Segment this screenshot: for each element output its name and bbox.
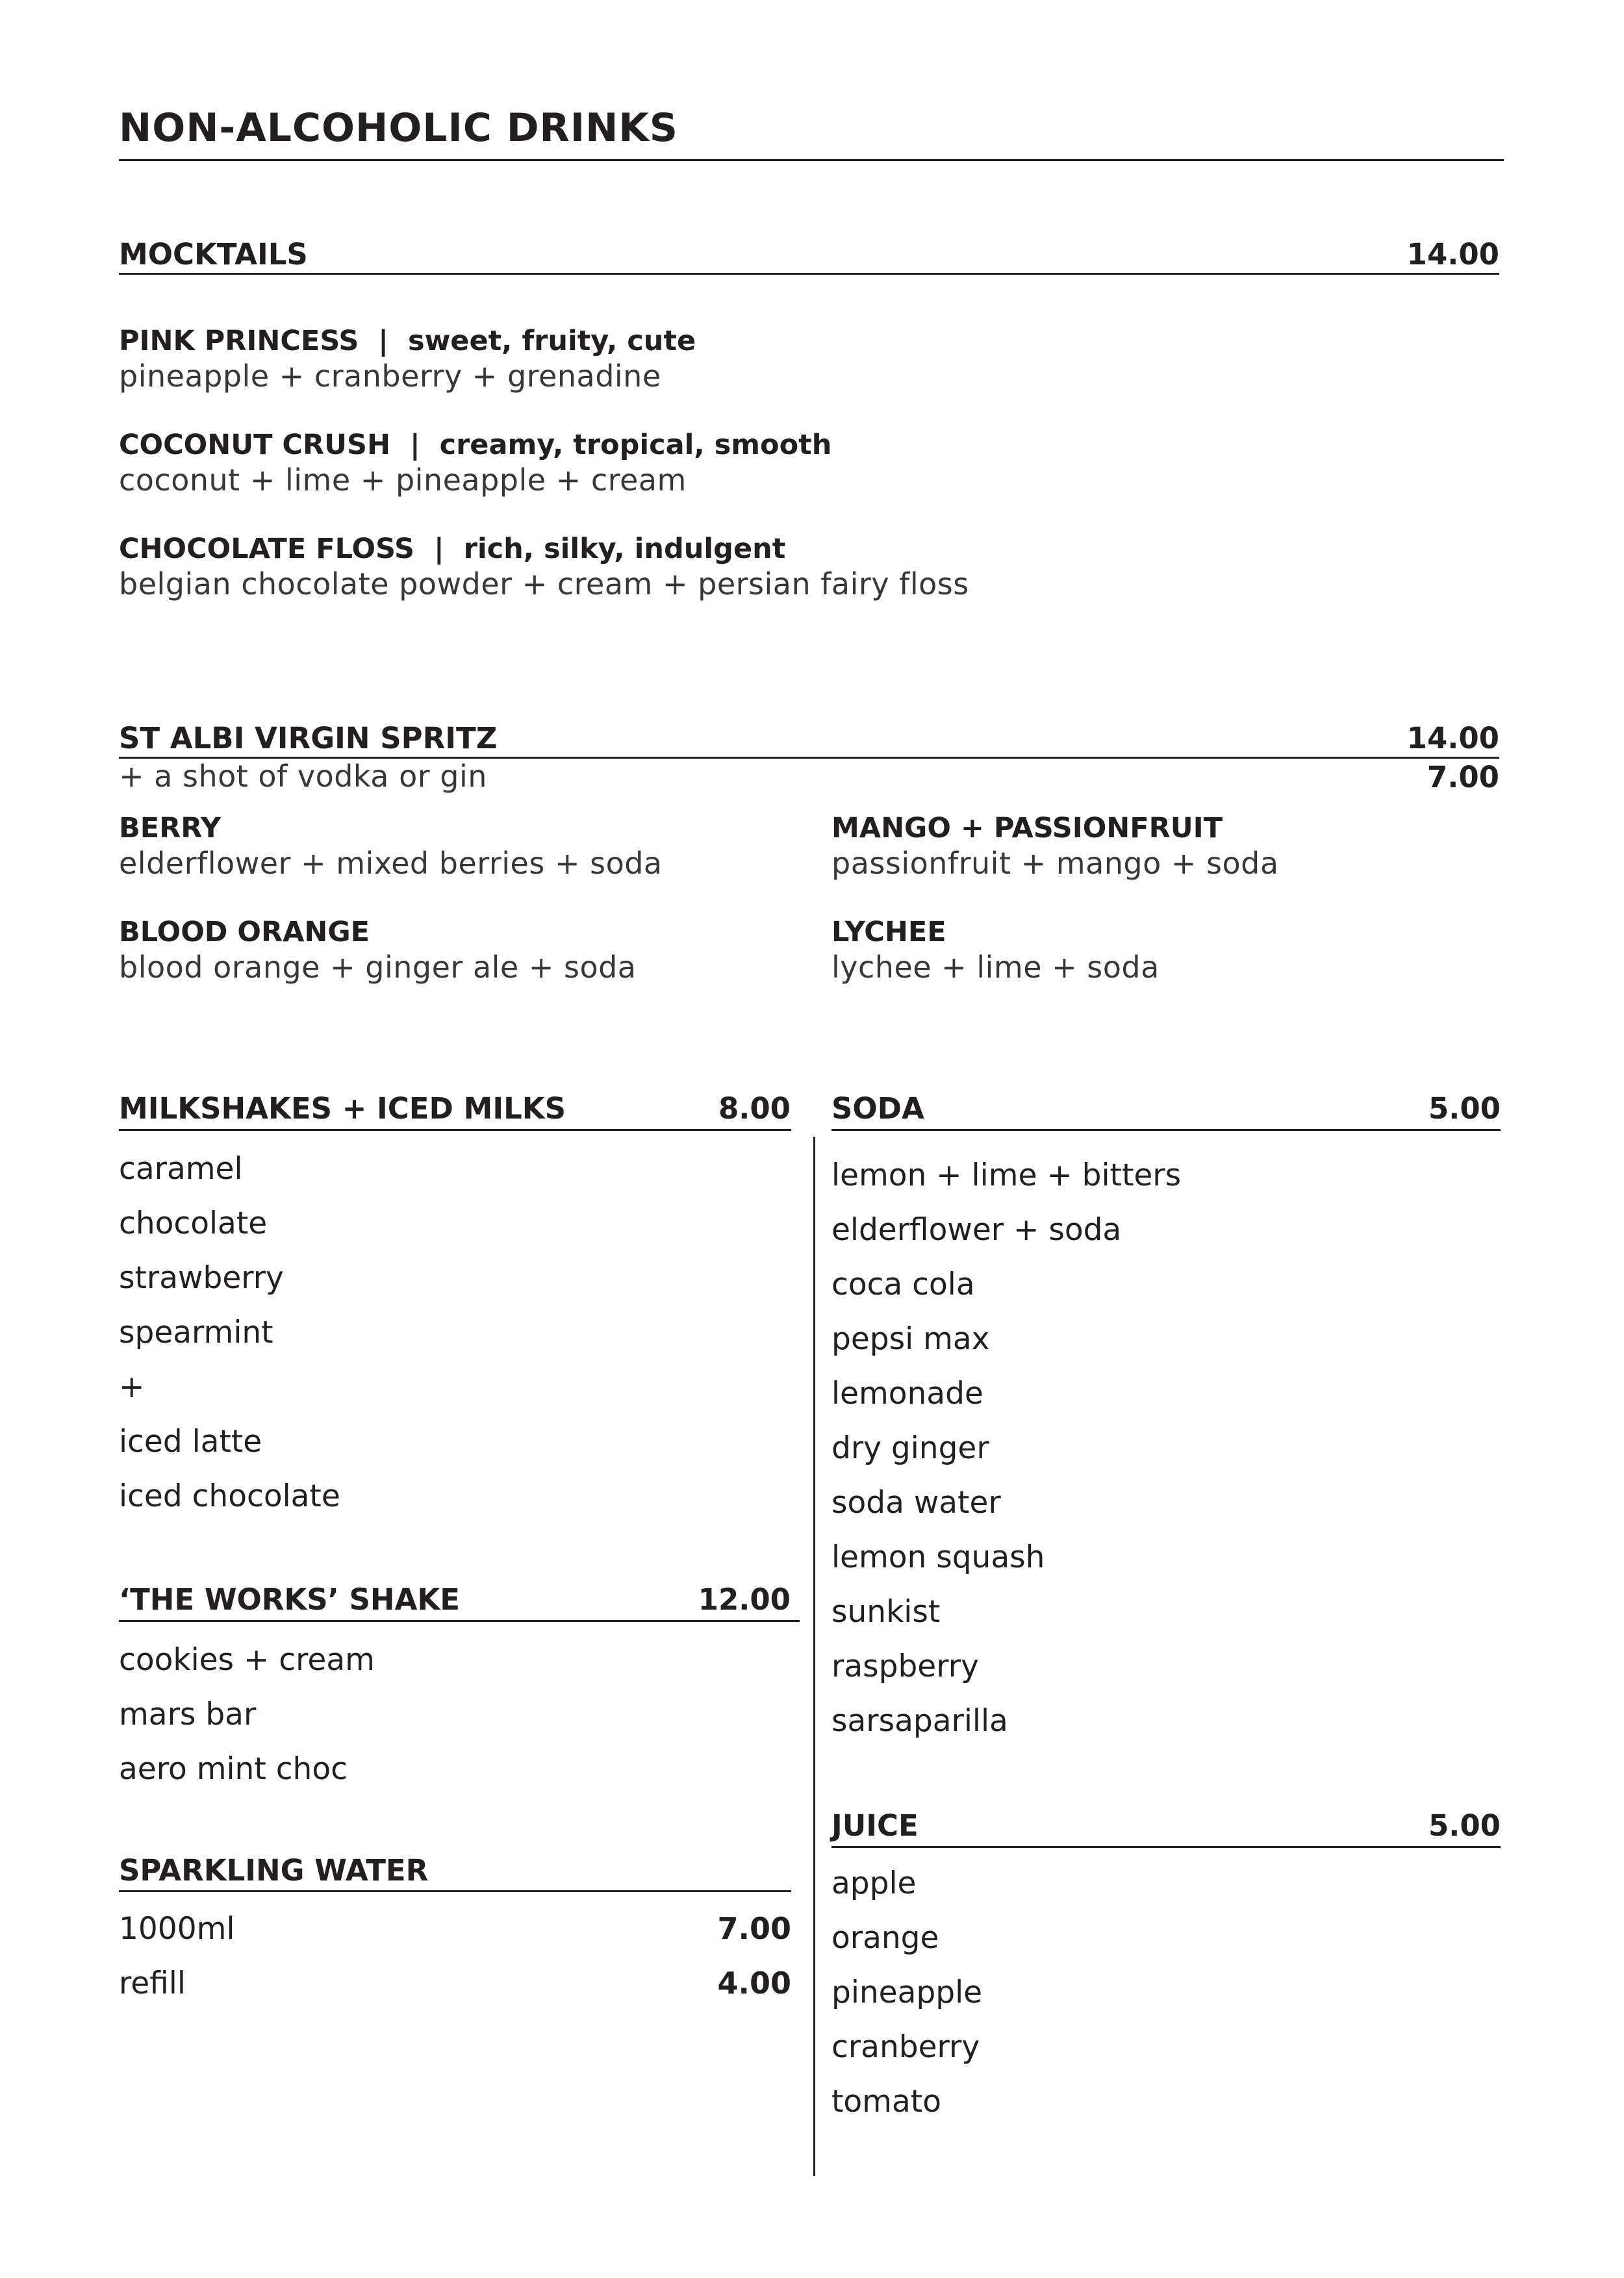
sparkling-label: refill <box>119 1966 186 2001</box>
milkshakes-rule <box>119 1129 791 1131</box>
juice-title: JUICE <box>831 1808 919 1843</box>
list-item: raspberry <box>831 1649 979 1684</box>
list-item: caramel <box>119 1151 243 1187</box>
mocktails-title: MOCKTAILS <box>119 237 308 272</box>
mocktail-item <box>119 325 696 394</box>
mocktail-notes: creamy, tropical, smooth <box>439 429 832 461</box>
soda-rule <box>831 1129 1501 1131</box>
mocktail-name: COCONUT CRUSH <box>119 429 390 461</box>
list-item: iced latte <box>119 1424 262 1460</box>
list-item: cranberry <box>831 2029 980 2065</box>
list-item: dry ginger <box>831 1430 989 1466</box>
mocktail-name: CHOCOLATE FLOSS <box>119 533 415 565</box>
sparkling-row <box>119 1911 791 1950</box>
spritz-item-name: BLOOD ORANGE <box>119 916 370 948</box>
juice-list <box>831 1864 982 2137</box>
soda-title: SODA <box>831 1091 924 1126</box>
list-item: elderflower + soda <box>831 1212 1122 1248</box>
page-title: NON-ALCOHOLIC DRINKS <box>119 105 678 151</box>
list-item: sarsaparilla <box>831 1703 1008 1739</box>
list-item: coca cola <box>831 1267 975 1302</box>
list-item: soda water <box>831 1485 1001 1521</box>
list-item: lemonade <box>831 1376 983 1411</box>
mocktails-rule <box>119 273 1499 275</box>
mocktail-item <box>119 533 969 601</box>
soda-price: 5.00 <box>1428 1091 1501 1126</box>
spritz-item-desc: elderflower + mixed berries + soda <box>119 846 663 881</box>
separator: | <box>409 429 420 461</box>
spritz-title: ST ALBI VIRGIN SPRITZ <box>119 721 498 755</box>
title-rule <box>119 159 1504 161</box>
list-item: tomato <box>831 2084 941 2120</box>
separator: | <box>378 325 389 357</box>
sparkling-rule <box>119 1890 791 1892</box>
list-item: pepsi max <box>831 1321 990 1357</box>
spritz-item-name: LYCHEE <box>831 916 946 948</box>
works-rule <box>119 1620 800 1622</box>
spritz-item-desc: lychee + lime + soda <box>831 950 1160 985</box>
list-item: lemon + lime + bitters <box>831 1158 1182 1193</box>
separator: | <box>433 533 444 565</box>
list-item: iced chocolate <box>119 1478 340 1514</box>
list-item: apple <box>831 1866 917 1901</box>
mocktail-notes: sweet, fruity, cute <box>407 325 696 357</box>
mocktail-desc: belgian chocolate powder + cream + persian fairy floss <box>119 566 969 601</box>
spritz-addon-price: 7.00 <box>1427 760 1499 794</box>
mocktail-desc: coconut + lime + pineapple + cream <box>119 462 687 498</box>
milkshakes-list <box>119 1150 340 1532</box>
mocktail-desc: pineapple + cranberry + grenadine <box>119 359 661 394</box>
sparkling-price: 4.00 <box>717 1966 791 2001</box>
list-item: + <box>119 1369 145 1405</box>
milkshakes-price: 8.00 <box>718 1091 791 1126</box>
spritz-price: 14.00 <box>1406 721 1499 755</box>
spritz-item <box>831 812 1279 881</box>
spritz-addon: + a shot of vodka or gin <box>119 759 487 794</box>
list-item: lemon squash <box>831 1539 1045 1575</box>
list-item: cookies + cream <box>119 1642 375 1678</box>
sparkling-row <box>119 1966 791 2005</box>
works-list <box>119 1641 375 1804</box>
spritz-item <box>119 916 637 985</box>
spritz-item <box>831 916 1160 985</box>
works-price: 12.00 <box>698 1582 791 1617</box>
list-item: pineapple <box>831 1975 983 2010</box>
spritz-item-name: MANGO + PASSIONFRUIT <box>831 812 1223 844</box>
sparkling-label: 1000ml <box>119 1911 235 1947</box>
mocktail-notes: rich, silky, indulgent <box>463 533 786 565</box>
sparkling-price: 7.00 <box>717 1911 791 1946</box>
list-item: sunkist <box>831 1594 941 1630</box>
list-item: mars bar <box>119 1697 257 1732</box>
spritz-item <box>119 812 663 881</box>
list-item: strawberry <box>119 1260 284 1296</box>
mocktail-name: PINK PRINCESS <box>119 325 359 357</box>
mocktails-price: 14.00 <box>1406 237 1499 272</box>
juice-price: 5.00 <box>1428 1808 1501 1843</box>
column-divider <box>813 1137 815 2176</box>
spritz-item-name: BERRY <box>119 812 222 844</box>
list-item: aero mint choc <box>119 1751 348 1787</box>
spritz-item-desc: blood orange + ginger ale + soda <box>119 950 637 985</box>
list-item: orange <box>831 1920 939 1956</box>
soda-list <box>831 1156 1181 1756</box>
mocktail-item <box>119 429 831 498</box>
milkshakes-title: MILKSHAKES + ICED MILKS <box>119 1091 566 1126</box>
sparkling-title: SPARKLING WATER <box>119 1853 429 1888</box>
list-item: chocolate <box>119 1206 268 1241</box>
works-title: ‘THE WORKS’ SHAKE <box>119 1582 460 1617</box>
list-item: spearmint <box>119 1315 273 1350</box>
spritz-item-desc: passionfruit + mango + soda <box>831 846 1279 881</box>
juice-rule <box>831 1846 1501 1848</box>
